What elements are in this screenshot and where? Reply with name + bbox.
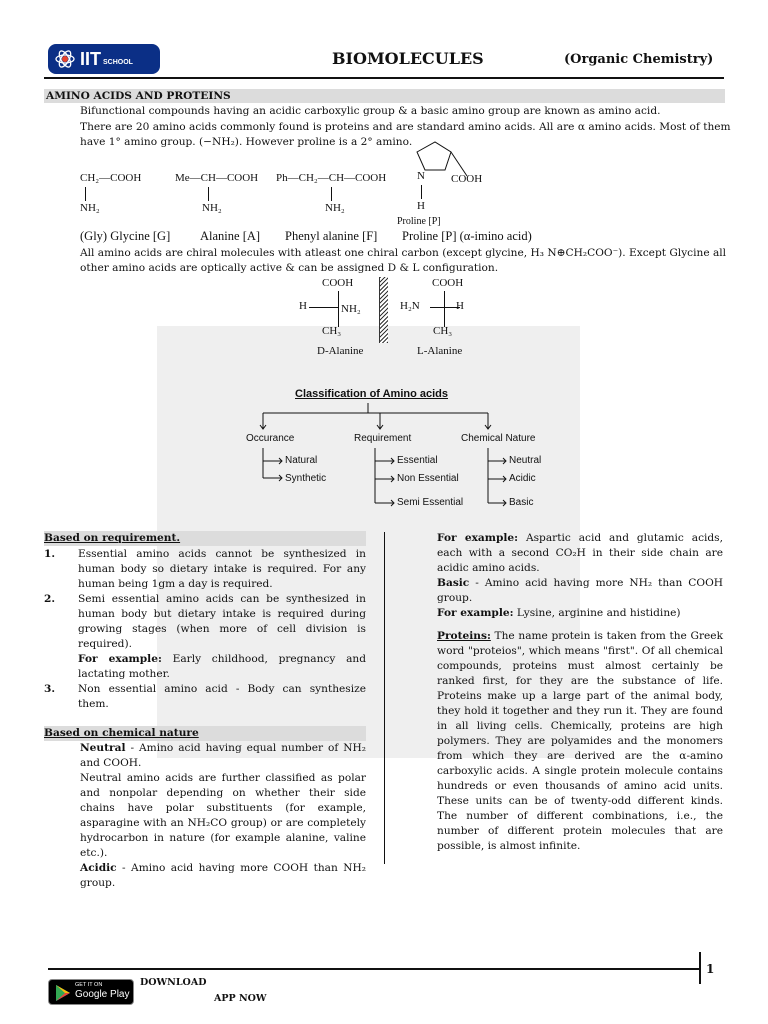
acidic-text: - Amino acid having more COOH than NH₂ group.	[80, 862, 366, 889]
classification-title: Classification of Amino acids	[295, 388, 449, 400]
leaf-neutral: Neutral	[509, 455, 542, 466]
subject-label: (Organic Chemistry)	[564, 52, 714, 67]
basic-example	[437, 606, 723, 621]
branch-occurance: Occurance	[246, 433, 295, 444]
l-alanine-fischer	[400, 277, 490, 359]
para-20-amino-2: have 1° amino group. (−NH₂). However proline is a 2° amino.	[80, 136, 413, 148]
left-column	[44, 531, 366, 891]
neutral-block	[44, 741, 366, 891]
basic-line	[437, 576, 723, 606]
glycine-structure	[80, 172, 170, 216]
alanine-top: Me—CH—COOH	[175, 172, 259, 184]
chemical-nature-heading: Based on chemical nature	[44, 726, 366, 741]
logo-text: IIT	[80, 48, 101, 69]
d-alanine-fischer	[295, 277, 385, 359]
phe-top: Ph—CH₂—CH—COOH	[276, 172, 387, 184]
l-right: H	[456, 300, 464, 312]
alanine-structure	[175, 172, 275, 216]
mirror-line	[379, 277, 388, 343]
leaf-acidic: Acidic	[509, 473, 536, 484]
logo	[48, 44, 160, 74]
list-number: 1.	[44, 548, 56, 560]
example-text: Aspartic acid and glutamic acids, each with a second CO₂H in their side chain are acidic amino acids.	[437, 532, 723, 574]
para-chiral-2: other amino acids are optically active & can be assigned D & L configuration.	[80, 262, 499, 274]
store-small-text: GET IT ON	[75, 982, 103, 988]
right-column	[437, 531, 723, 854]
section-heading-amino: AMINO ACIDS AND PROTEINS	[44, 89, 725, 103]
branch-chemical-nature: Chemical Nature	[461, 433, 536, 444]
d-left: H	[299, 300, 307, 312]
proline-n: N	[417, 170, 425, 182]
leaf-basic: Basic	[509, 497, 534, 508]
proline-h: H	[417, 200, 425, 212]
leaf-essential: Essential	[397, 455, 438, 466]
phe-nh2: NH₂	[325, 202, 345, 214]
list-text: Essential amino acids cannot be synthesized in human body so dietary intake is required. For any human being 1gm a day is required.	[78, 548, 366, 590]
list-text	[78, 592, 366, 682]
name-phenylalanine: Phenyl alanine [F]	[285, 229, 378, 243]
play-icon	[55, 984, 71, 1002]
neutral-label: Neutral	[80, 742, 126, 754]
list-item	[44, 682, 366, 712]
proline-cooh: COOH	[451, 173, 483, 185]
acidic-example	[437, 531, 723, 576]
classification-tree	[230, 385, 560, 515]
d-top: COOH	[322, 277, 354, 289]
phenylalanine-structure	[276, 172, 396, 216]
requirement-heading: Based on requirement.	[44, 531, 366, 546]
list-number: 2.	[44, 593, 56, 605]
example-label: For example:	[78, 653, 162, 665]
list-item	[44, 592, 366, 682]
d-alanine-label: D-Alanine	[317, 345, 364, 357]
column-divider	[384, 532, 385, 864]
name-proline: Proline [P] (α-imino acid)	[402, 229, 532, 243]
example-text: Early childhood, pregnancy and lactating mother.	[78, 653, 366, 680]
branch-requirement: Requirement	[354, 433, 412, 444]
para-bifunctional: Bifunctional compounds having an acidic carboxylic group & a basic amino group are known as amino acid.	[80, 105, 661, 117]
basic-label: Basic	[437, 577, 470, 589]
para-chiral-1: All amino acids are chiral molecules with atleast one chiral carbon (except glycine, H₃ N⊕CH₂COO⁻). Except Glycine all	[80, 247, 727, 259]
list-item	[44, 547, 366, 592]
logo-subtext: SCHOOL	[103, 58, 133, 66]
leaf-natural: Natural	[285, 455, 318, 466]
example-label: For example:	[437, 532, 519, 544]
example-label: For example:	[437, 607, 514, 619]
example-text: Lysine, arginine and histidine)	[513, 607, 681, 619]
glycine-top: CH₂—COOH	[80, 172, 142, 184]
d-right: NH₂	[341, 303, 361, 315]
leaf-semi-essential: Semi Essential	[397, 497, 464, 508]
l-bottom: CH₃	[433, 325, 453, 337]
proteins-para	[437, 629, 723, 854]
acidic-label: Acidic	[80, 862, 117, 874]
atom-icon	[54, 48, 76, 70]
semi-essential-text: Semi essential amino acids can be synthesized in human body but dietary intake is required during growing stages (when more of cell division is required).	[78, 593, 366, 650]
d-bottom: CH₃	[322, 325, 342, 337]
leaf-non-essential: Non Essential	[397, 473, 459, 484]
l-left: H₂N	[400, 300, 420, 312]
name-glycine: (Gly) Glycine [G]	[80, 229, 171, 243]
page-title: BIOMOLECULES	[332, 49, 484, 68]
proteins-text: The name protein is taken from the Greek word "proteios", which means "first". Of all chemical compounds, proteins must almost certainly be ranked first, for they are the substance of life. Proteins make up a large part of the animal body, they hold it together and they run it. They are found in all living cells. Chemically, proteins are high polymers. They are polyamides and the monomers from which they are derived are the α-amino carboxylic acids. A single protein molecule contains hundreds or even thousands of amino acid units. These units can be of twenty-odd different kinds. The number of different combinations, i.e., the number of different protein molecules that are possible, is almost infinite.	[437, 630, 723, 852]
page-number: 1	[706, 962, 715, 976]
neutral-text: - Amino acid having equal number of NH₂ and COOH.	[80, 742, 366, 769]
name-alanine: Alanine [A]	[200, 229, 261, 243]
proline-small-label: Proline [P]	[397, 216, 441, 227]
neutral-more: Neutral amino acids are further classified as polar and nonpolar depending on whether their side chains have polar substituents (for example, asparagine with an NH₂CO group) or are completely hydrocarbon in nature (for example alanine, valine etc.).	[80, 772, 366, 859]
app-now-label: APP NOW	[214, 993, 267, 1004]
proteins-label: Proteins:	[437, 630, 491, 642]
l-alanine-label: L-Alanine	[417, 345, 463, 357]
footer-rule	[48, 968, 699, 970]
google-play-badge[interactable]	[48, 979, 134, 1005]
amino-names-row	[80, 229, 680, 245]
basic-text: - Amino acid having more NH₂ than COOH group.	[437, 577, 723, 604]
alanine-nh2: NH₂	[202, 202, 222, 214]
list-text: Non essential amino acid - Body can synthesize them.	[78, 683, 366, 710]
leaf-synthetic: Synthetic	[285, 473, 327, 484]
store-name: Google Play	[75, 989, 130, 1000]
header-rule	[44, 77, 724, 79]
footer-end-mark	[699, 952, 701, 984]
list-number: 3.	[44, 683, 56, 695]
glycine-nh2: NH₂	[80, 202, 100, 214]
para-20-amino-1: There are 20 amino acids commonly found is proteins and are standard amino acids. All are α amino acids. Most of them	[80, 121, 731, 133]
download-label: DOWNLOAD	[140, 977, 207, 988]
acidic-line	[80, 861, 366, 891]
l-top: COOH	[432, 277, 464, 289]
proline-structure	[395, 140, 505, 230]
